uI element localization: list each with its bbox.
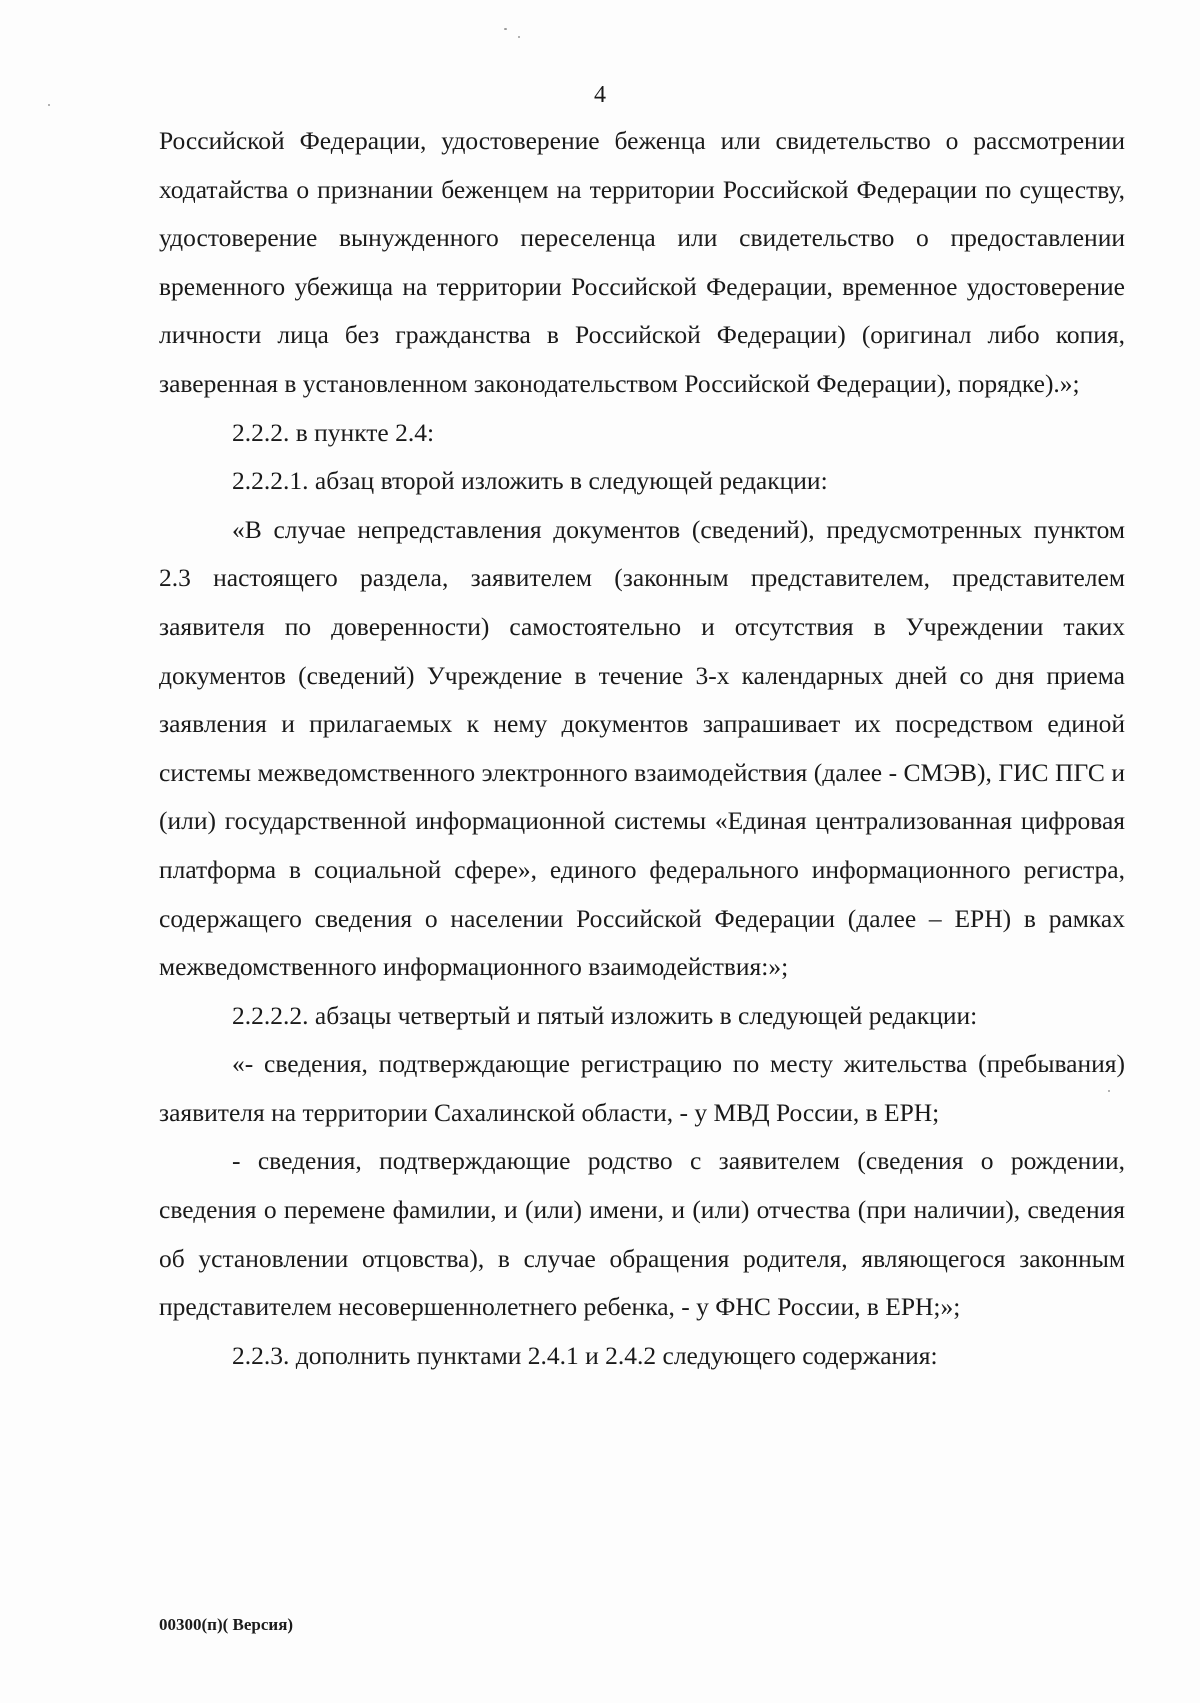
paragraph-clause-2-2-2-1: 2.2.2.1. абзац второй изложить в следующей редакции: <box>232 466 828 496</box>
paragraph-kinship-info: - сведения, подтверждающие родство с заявителем (сведения о рождении, сведения о перемене фамилии, и (или) имени, и (или) отчества (при наличии), сведения об установлении отцовства), в случае обращения родителя, являющегося законным представителем несовершеннолетнего ребенка, - у ФНС России, в ЕРН;»; <box>159 1146 1125 1322</box>
document-footer-code: 00300(п)( Версия) <box>159 1615 294 1634</box>
paragraph-continuation: Российской Федерации, удостоверение беженца или свидетельство о рассмотрении ходатайства о признании беженцем на территории Российской Федерации по существу, удостоверение вынужденного переселенца или свидетельство о предоставлении временного убежища на территории Российской Федерации, временное удостоверение личности лица без гражданства в Российской Федерации) (оригинал либо копия, заверенная в установленном законодательством Российской Федерации), порядке).»; <box>159 126 1125 398</box>
paragraph-clause-2-2-3: 2.2.3. дополнить пунктами 2.4.1 и 2.4.2 следующего содержания: <box>232 1340 938 1370</box>
paragraph-clause-2-2-2: 2.2.2. в пункте 2.4: <box>232 417 435 447</box>
document-body <box>159 117 1125 1380</box>
scan-speck <box>504 28 507 30</box>
page-number: 4 <box>594 82 606 108</box>
paragraph-registration-info: «- сведения, подтверждающие регистрацию по месту жительства (пребывания) заявителя на территории Сахалинской области, - у МВД России, в ЕРН; <box>159 1049 1125 1127</box>
paragraph-clause-2-2-2-2: 2.2.2.2. абзацы четвертый и пятый изложить в следующей редакции: <box>232 1000 978 1030</box>
scan-speck <box>518 36 520 38</box>
paragraph-quoted-amendment: «В случае непредставления документов (сведений), предусмотренных пунктом 2.3 настоящего раздела, заявителем (законным представителем, представителем заявителя по доверенности) самостоятельно и отсутствия в Учреждении таких документов (сведений) Учреждение в течение 3-х календарных дней со дня приема заявления и прилагаемых к нему документов запрашивает их посредством единой системы межведомственного электронного взаимодействия (далее - СМЭВ), ГИС ПГС и (или) государственной информационной системы «Единая централизованная цифровая платформа в социальной сфере», единого федерального информационного регистра, содержащего сведения о населении Российской Федерации (далее – ЕРН) в рамках межведомственного информационного взаимодействия:»; <box>159 514 1125 982</box>
